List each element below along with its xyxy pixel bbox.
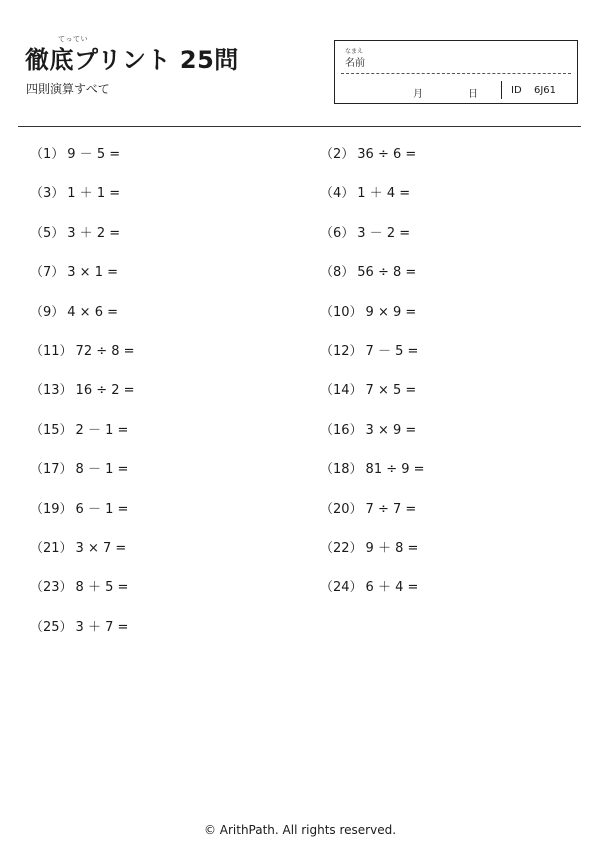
problem-number: （6）: [320, 225, 355, 241]
problem-number: （12）: [320, 344, 363, 359]
problem-number: （14）: [320, 383, 363, 399]
problem-expression: 3 × 1 =: [67, 265, 119, 281]
problem-expression: 3 ＋ 7 =: [75, 619, 129, 635]
problem-number: （11）: [30, 344, 73, 359]
problem-number: （17）: [30, 462, 73, 478]
problem-item: [320, 143, 416, 162]
problem-number: （25）: [30, 619, 73, 635]
problem-number: （15）: [30, 422, 73, 438]
problem-expression: 8 － 1 =: [75, 462, 129, 478]
problem-number: （13）: [30, 383, 73, 399]
name-ruby: なまえ: [345, 48, 364, 55]
title-ruby: てってい: [58, 35, 88, 43]
problem-item: [30, 576, 128, 595]
problem-expression: 9 × 9 =: [365, 304, 417, 320]
problem-number: （23）: [30, 580, 73, 596]
name-label: 名前: [345, 58, 365, 69]
problem-item: [320, 419, 416, 438]
month-label: 月: [413, 89, 423, 100]
problem-expression: 7 × 5 =: [365, 383, 417, 399]
problem-expression: 72 ÷ 8 =: [75, 344, 135, 359]
problem-number: （2）: [320, 147, 355, 162]
copyright-footer: © ArithPath. All rights reserved.: [203, 823, 397, 837]
id-value: 6J61: [534, 85, 557, 96]
problem-number: （21）: [30, 541, 73, 556]
problem-number: （16）: [320, 422, 363, 438]
problem-item: [30, 261, 118, 280]
problem-expression: 3 ＋ 2 =: [67, 225, 121, 241]
problem-number: （4）: [320, 186, 355, 202]
problem-expression: 7 － 5 =: [365, 344, 419, 359]
problem-item: [30, 301, 118, 320]
problem-expression: 3 × 7 =: [75, 541, 127, 556]
problem-number: （19）: [30, 501, 73, 517]
problem-number: （10）: [320, 304, 363, 320]
problem-item: [30, 182, 120, 201]
problem-item: [320, 301, 416, 320]
problem-expression: 1 ＋ 4 =: [357, 186, 411, 202]
problem-item: [30, 222, 120, 241]
problem-item: [30, 340, 135, 359]
problem-number: （8）: [320, 265, 355, 281]
problem-expression: 2 － 1 =: [75, 422, 129, 438]
problem-item: [30, 537, 126, 556]
problem-expression: 4 × 6 =: [67, 304, 119, 320]
problem-item: [320, 379, 416, 398]
problem-expression: 1 ＋ 1 =: [67, 186, 121, 202]
page-title: 徹底プリント 25問: [25, 46, 239, 74]
problem-expression: 3 － 2 =: [357, 225, 411, 241]
problem-expression: 8 ＋ 5 =: [75, 580, 129, 596]
problem-expression: 6 － 1 =: [75, 501, 129, 517]
problem-expression: 81 ÷ 9 =: [365, 462, 425, 478]
problem-number: （3）: [30, 186, 65, 202]
problem-item: [30, 143, 120, 162]
id-label: ID: [511, 85, 522, 96]
problem-expression: 6 ＋ 4 =: [365, 580, 419, 596]
page-subtitle: 四則演算すべて: [26, 82, 110, 96]
problem-expression: 36 ÷ 6 =: [357, 147, 417, 162]
problem-item: [320, 537, 418, 556]
problem-item: [320, 576, 418, 595]
problem-expression: 3 × 9 =: [365, 422, 417, 438]
problem-item: [30, 419, 128, 438]
problem-expression: 9 ＋ 8 =: [365, 541, 419, 556]
problem-item: [320, 340, 418, 359]
problem-item: [320, 222, 410, 241]
problem-item: [30, 498, 128, 517]
problem-number: （9）: [30, 304, 65, 320]
problem-item: [30, 379, 135, 398]
problem-expression: 7 ÷ 7 =: [365, 501, 417, 517]
problem-item: [30, 458, 128, 477]
problem-item: [320, 261, 416, 280]
problem-item: [320, 498, 416, 517]
problem-item: [320, 182, 410, 201]
problem-number: （24）: [320, 580, 363, 596]
problem-number: （1）: [30, 147, 65, 162]
problem-item: [30, 616, 128, 635]
day-label: 日: [468, 89, 478, 100]
problem-number: （7）: [30, 265, 65, 281]
problem-number: （5）: [30, 225, 65, 241]
problem-item: [320, 458, 425, 477]
problem-expression: 9 － 5 =: [67, 147, 121, 162]
problem-expression: 56 ÷ 8 =: [357, 265, 417, 281]
problem-number: （20）: [320, 501, 363, 517]
problem-number: （22）: [320, 541, 363, 556]
problem-expression: 16 ÷ 2 =: [75, 383, 135, 399]
problem-number: （18）: [320, 462, 363, 478]
